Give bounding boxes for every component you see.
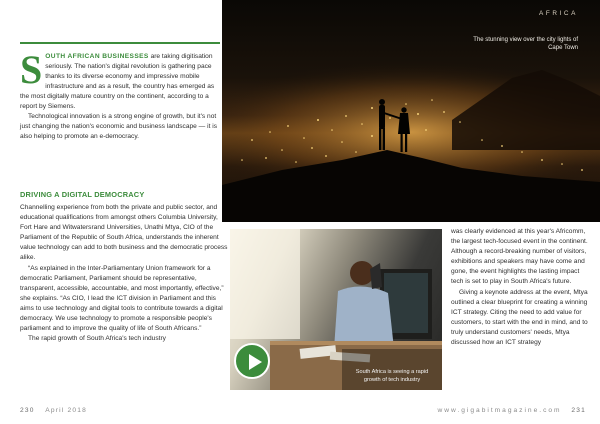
footer-right (437, 407, 586, 414)
body-column-left (20, 203, 230, 344)
footer-left (20, 407, 87, 414)
intro-paragraph-1: are taking digitisation seriously. The nation's digital revolution is gathering pace thanks to its diverse economy and impressive mobile infrastructure and as a result, the country has emerged as the most digitally mature country on the continent, according to a report by Siemens. (20, 53, 215, 110)
paragraph: “As explained in the Inter-Parliamentary Union framework for a democratic Parliament, Parliament should be representative, transparent, accessible, accountable, and most importantly, effective,” she explains. “As CIO, I lead the ICT division in Parliament and this aims to use technology and digital tools to contribute towards a digital democracy. We use technology to promote a responsible people's parliament and to improve the quality of life of South Africans.” (20, 264, 224, 333)
city-lights-illustration (222, 0, 600, 222)
website-link[interactable]: www.gigabitmagazine.com (437, 407, 562, 414)
paragraph: was clearly evidenced at this year's Africomm, the largest tech-focused event in the continent. Although a record-breaking number of visitors, exhibitions and speakers may have come and gone, the event highlights the lasting impact tech is set to play in South Africa's future. (451, 228, 588, 286)
paragraph: The rapid growth of South Africa's tech industry (28, 335, 166, 343)
drop-cap: S (20, 47, 43, 92)
paragraph: Channelling experience from both the private and public sector, and educational qualifications from amongst others Columbia University, Fort Hare and Witwatersrand Universities, Unathi Mtya, CIO of the Parliament of the Republic of South Africa, understands the inherent value technology can add to both business and the democratic process alike. (20, 204, 228, 262)
paragraph: Giving a keynote address at the event, Mtya outlined a clear blueprint for creating a winning ICT strategy. Citing the need to add value for customers, to start with the end in mind, and to truly understand customers' needs, Mtya discussed how an ICT strategy (451, 288, 588, 347)
accent-rule (20, 42, 220, 44)
video-play-button[interactable] (234, 343, 270, 379)
photo-caption: The stunning view over the city lights of Cape Town (473, 37, 578, 51)
photo-caption: South Africa is seeing a rapid growth of tech industry (355, 369, 429, 383)
lead-in: OUTH AFRICAN BUSINESSES (45, 53, 149, 60)
office-worker-photo (230, 229, 442, 390)
intro-text (20, 47, 220, 142)
page-number-right: 231 (571, 407, 586, 414)
section-heading: DRIVING A DIGITAL DEMOCRACY (20, 190, 145, 199)
issue-date: April 2018 (45, 407, 87, 414)
play-icon (249, 354, 262, 370)
body-column-right (451, 227, 593, 348)
page-number-left: 230 (20, 407, 35, 414)
cape-town-photo (222, 0, 600, 222)
section-label: AFRICA (538, 10, 578, 17)
intro-paragraph-2: Technological innovation is a strong engine of growth, but it's not just changing the nation's economic and business landscape — it is also helping to promote an e-democracy. (20, 113, 217, 140)
